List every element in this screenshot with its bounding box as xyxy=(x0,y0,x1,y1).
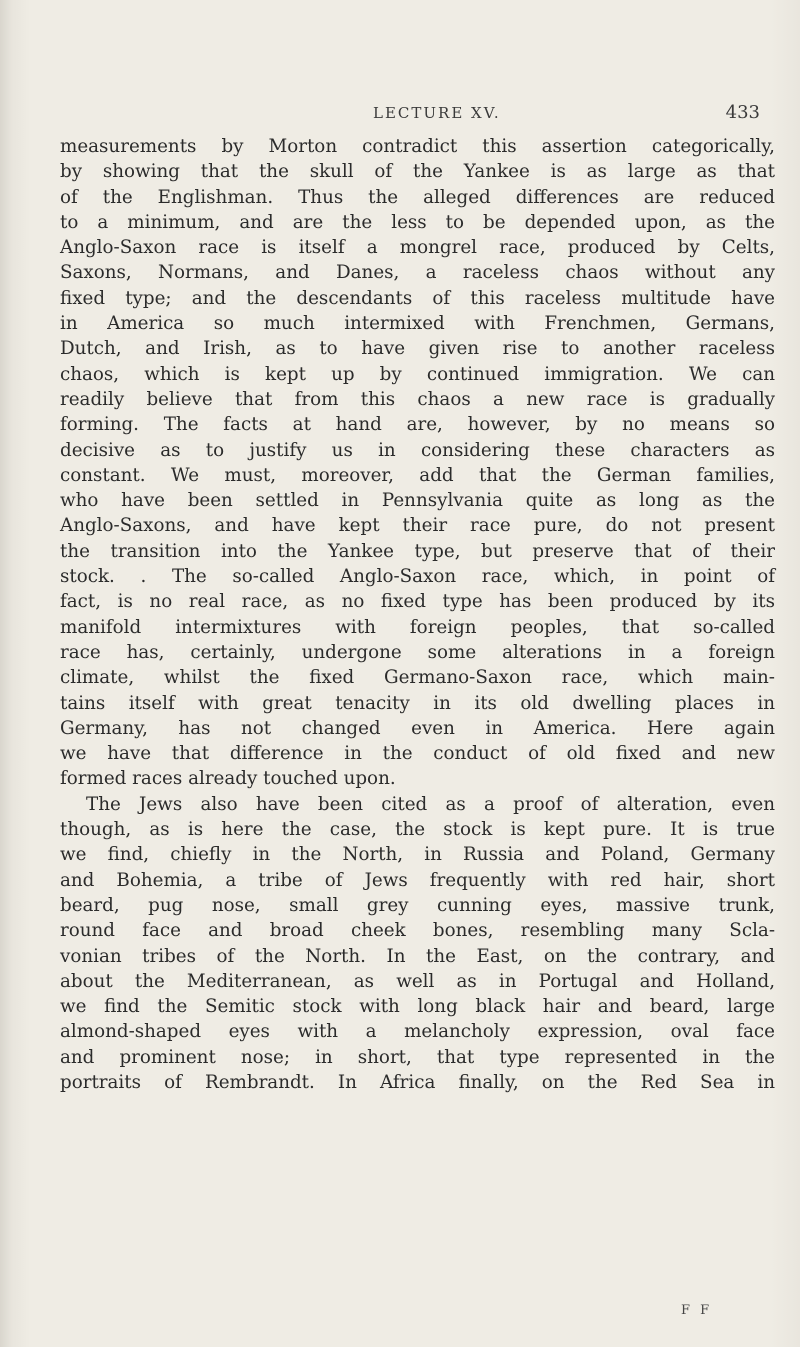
text-line: round face and broad cheek bones, resembling many Scla- xyxy=(60,920,775,942)
text-line: fixed type; and the descendants of this raceless multitude have xyxy=(60,287,775,309)
text-line: decisive as to justify us in considering these characters as xyxy=(60,439,775,461)
text-line: beard, pug nose, small grey cunning eyes, massive trunk, xyxy=(60,894,775,916)
text-line: Anglo-Saxons, and have kept their race pure, do not present xyxy=(60,515,775,537)
signature-mark: F F xyxy=(681,1303,713,1318)
text-line: tains itself with great tenacity in its old dwelling places in xyxy=(60,692,775,714)
text-line: stock. . The so-called Anglo-Saxon race, which, in point of xyxy=(60,566,775,588)
text-line: Germany, has not changed even in America. Here again xyxy=(60,717,775,739)
text-line: Dutch, and Irish, as to have given rise to another raceless xyxy=(60,338,775,360)
text-line: we find the Semitic stock with long black hair and beard, large xyxy=(60,996,775,1018)
text-line: readily believe that from this chaos a new race is gradually xyxy=(60,388,775,410)
text-line: about the Mediterranean, as well as in Portugal and Holland, xyxy=(60,970,775,992)
text-line: race has, certainly, undergone some alterations in a foreign xyxy=(60,641,775,663)
text-line: of the Englishman. Thus the alleged differences are reduced xyxy=(60,186,775,208)
text-line: who have been settled in Pennsylvania quite as long as the xyxy=(60,490,775,512)
text-line: and Bohemia, a tribe of Jews frequently with red hair, short xyxy=(60,869,775,891)
text-line: we have that difference in the conduct of old fixed and new xyxy=(60,743,775,765)
text-line: formed races already touched upon. xyxy=(60,768,396,790)
text-line: chaos, which is kept up by continued immigration. We can xyxy=(60,363,775,385)
text-line: to a minimum, and are the less to be depended upon, as the xyxy=(60,211,775,233)
text-line: vonian tribes of the North. In the East, on the contrary, and xyxy=(60,945,775,967)
page-number: 433 xyxy=(725,102,760,123)
text-line: Anglo-Saxon race is itself a mongrel race, produced by Celts, xyxy=(60,237,775,259)
text-line: by showing that the skull of the Yankee is as large as that xyxy=(60,161,775,183)
text-line: and prominent nose; in short, that type represented in the xyxy=(60,1046,775,1068)
text-line: constant. We must, moreover, add that the German families, xyxy=(60,464,775,486)
text-line: Saxons, Normans, and Danes, a raceless chaos without any xyxy=(60,262,775,284)
text-line: though, as is here the case, the stock is kept pure. It is true xyxy=(60,819,775,841)
text-line: the transition into the Yankee type, but preserve that of their xyxy=(60,540,775,562)
text-line: forming. The facts at hand are, however, by no means so xyxy=(60,414,775,436)
text-line: climate, whilst the fixed Germano-Saxon race, which main- xyxy=(60,667,775,689)
text-line: portraits of Rembrandt. In Africa finally, on the Red Sea in xyxy=(60,1071,775,1093)
body-text xyxy=(60,134,775,1095)
running-head: LECTURE XV. xyxy=(373,104,501,122)
text-line: almond-shaped eyes with a melancholy expression, oval face xyxy=(60,1021,775,1043)
text-line: we find, chiefly in the North, in Russia and Poland, Germany xyxy=(60,844,775,866)
text-line: manifold intermixtures with foreign peoples, that so-called xyxy=(60,616,775,638)
text-line: The Jews also have been cited as a proof of alteration, even xyxy=(86,793,775,815)
text-line: in America so much intermixed with Frenchmen, Germans, xyxy=(60,313,775,335)
text-line: fact, is no real race, as no fixed type has been produced by its xyxy=(60,591,775,613)
text-line: measurements by Morton contradict this assertion categorically, xyxy=(60,136,775,157)
